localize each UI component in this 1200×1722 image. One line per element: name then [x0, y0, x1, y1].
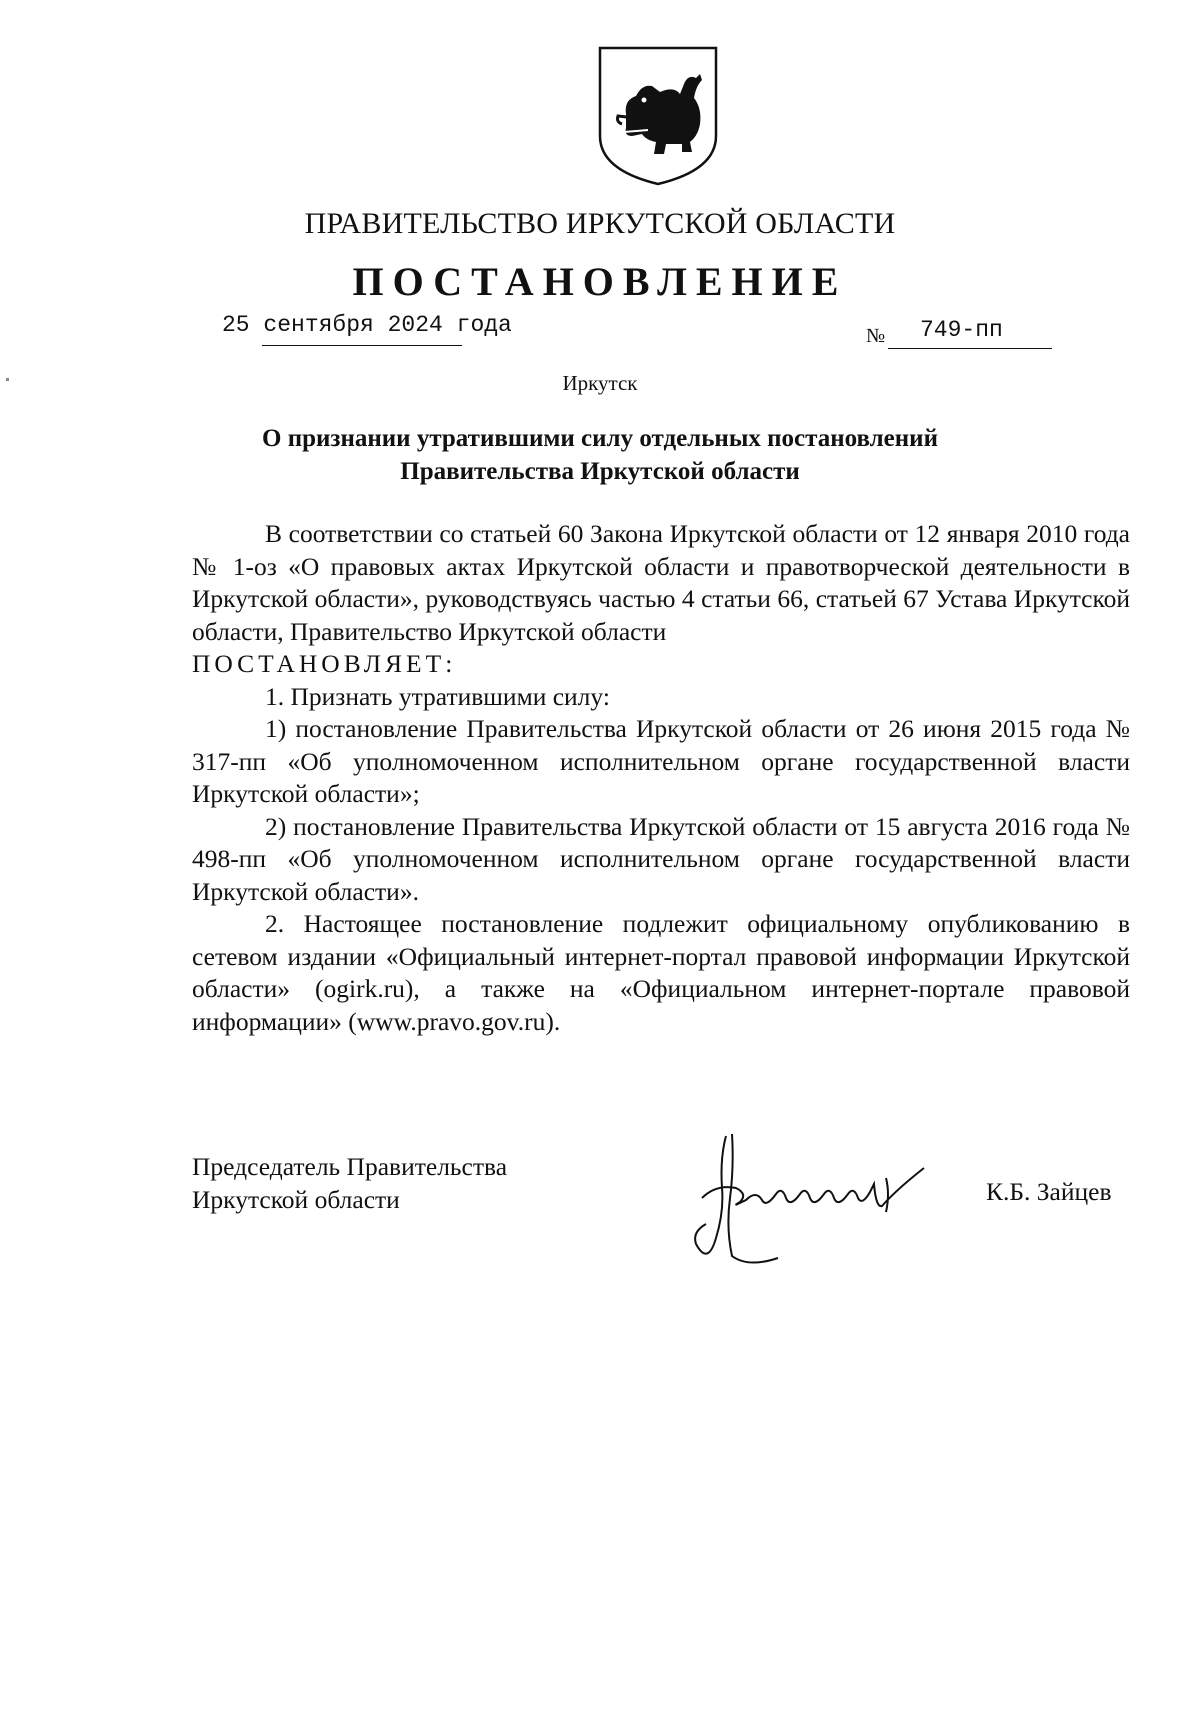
document-title [140, 422, 1060, 488]
document-body [192, 518, 1130, 1038]
document-type-heading: ПОСТАНОВЛЕНИЕ [352, 259, 848, 304]
signatory-position-line: Председатель Правительства [192, 1152, 508, 1181]
number-underline [888, 348, 1052, 349]
handwritten-signature-icon [686, 1128, 946, 1270]
item-1: 1. Признать утратившими силу: [265, 681, 610, 711]
document-number: 749-пп [920, 317, 1003, 343]
item-1-subitem-1: 1) постановление Правительства Иркутской области от 26 июня 2015 года № 317-пп «Об уполномоченном исполнительном органе государственной власти Иркутской области»; [192, 714, 1130, 808]
issuing-authority: ПРАВИТЕЛЬСТВО ИРКУТСКОЙ ОБЛАСТИ [304, 207, 896, 240]
item-2: 2. Настоящее постановление подлежит официальному опубликованию в сетевом издании «Официальный интернет-портал правовой информации Иркутской области» (ogirk.ru), а также на «Официальном интернет-портале правовой информации» (www.pravo.gov.ru). [192, 909, 1130, 1036]
decree-word: ПОСТАНОВЛЯЕТ: [192, 649, 457, 678]
signatory-position-line: Иркутской области [192, 1185, 400, 1214]
document-title-line: Правительства Иркутской области [400, 458, 800, 485]
preamble-paragraph: В соответствии со статьей 60 Закона Иркутской области от 12 января 2010 года № 1-оз «О правовых актах Иркутской области и правотворческой деятельности в Иркутской области», руководствуясь частью 4 статьи 66, статьей 67 Устава Иркутской области, Правительство Иркутской области [192, 519, 1130, 646]
signatory-name: К.Б. Зайцев [986, 1177, 1112, 1206]
signatory-position [192, 1150, 507, 1216]
document-date: 25 сентября 2024 года [222, 312, 512, 338]
document-title-line: О признании утратившими силу отдельных постановлений [262, 425, 938, 452]
item-1-subitem-2: 2) постановление Правительства Иркутской области от 15 августа 2016 года № 498-пп «Об уполномоченном исполнительном органе государственной власти Иркутской области». [192, 811, 1130, 906]
date-underline [262, 345, 462, 346]
place-of-issue: Иркутск [562, 371, 638, 395]
scan-speck [6, 378, 9, 381]
number-sign: № [866, 325, 886, 347]
coat-of-arms-icon [596, 44, 720, 188]
